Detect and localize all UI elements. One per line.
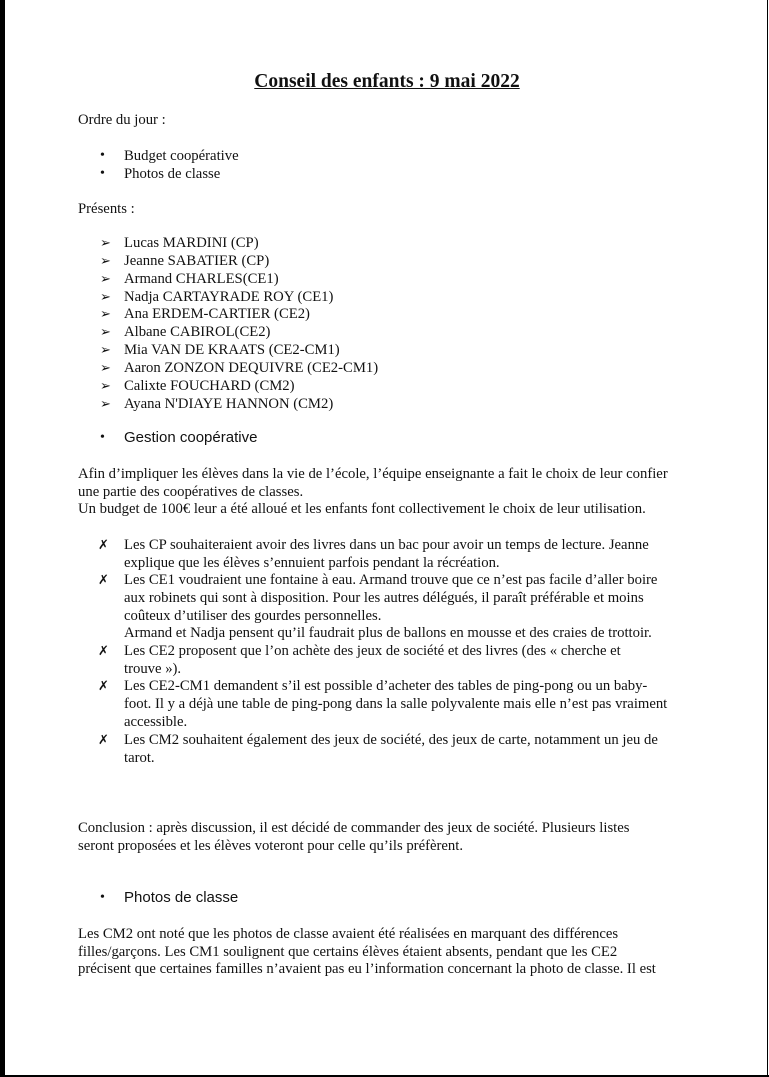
request-line: accessible. xyxy=(124,713,188,730)
cross-bullet-icon: ✗ xyxy=(98,679,109,694)
request-item-cp xyxy=(124,537,649,573)
section-heading-photos: Photos de classe xyxy=(124,889,239,906)
agenda-item: Photos de classe xyxy=(124,166,221,182)
arrow-bullet-icon: ➢ xyxy=(100,289,111,304)
request-line: coûteux d’utiliser des gourdes personnelles. xyxy=(124,607,382,624)
page-left-edge xyxy=(0,0,5,1077)
present-item: Aaron ZONZON DEQUIVRE (CE2-CM1) xyxy=(124,360,379,376)
request-line: aux robinets qui sont à disposition. Pour les autres délégués, il paraît préférable et moins xyxy=(124,589,644,606)
cross-bullet-icon: ✗ xyxy=(98,644,109,659)
arrow-bullet-icon: ➢ xyxy=(100,324,111,339)
arrow-bullet-icon: ➢ xyxy=(100,360,111,375)
request-line: foot. Il y a déjà une table de ping-pong dans la salle polyvalente mais elle n’est pas vraiment xyxy=(124,695,668,712)
present-item: Albane CABIROL(CE2) xyxy=(124,324,271,340)
paragraph-line: Un budget de 100€ leur a été alloué et les enfants font collectivement le choix de leur utilisation. xyxy=(78,501,646,518)
present-item: Armand CHARLES(CE1) xyxy=(124,271,279,287)
request-line: tarot. xyxy=(124,749,155,766)
request-item-cm2 xyxy=(124,732,658,768)
agenda-label: Ordre du jour : xyxy=(78,112,166,128)
present-item: Ana ERDEM-CARTIER (CE2) xyxy=(124,306,310,322)
arrow-bullet-icon: ➢ xyxy=(100,378,111,393)
request-line: Armand et Nadja pensent qu’il faudrait plus de ballons en mousse et des craies de trottoir. xyxy=(124,625,652,642)
cross-bullet-icon: ✗ xyxy=(98,538,109,553)
arrow-bullet-icon: ➢ xyxy=(100,253,111,268)
arrow-bullet-icon: ➢ xyxy=(100,396,111,411)
request-line: Les CE1 voudraient une fontaine à eau. Armand trouve que ce n’est pas facile d’aller boire xyxy=(124,572,658,588)
present-item: Calixte FOUCHARD (CM2) xyxy=(124,378,295,394)
request-item-ce2 xyxy=(124,643,621,679)
present-item: Jeanne SABATIER (CP) xyxy=(124,253,270,269)
photos-paragraph xyxy=(78,926,656,979)
paragraph-line: seront proposées et les élèves voteront pour celle qu’ils préfèrent. xyxy=(78,837,464,854)
request-item-ce1 xyxy=(124,572,657,643)
paragraph-line: Afin d’impliquer les élèves dans la vie de l’école, l’équipe enseignante a fait le choix de leur confier xyxy=(78,466,668,482)
paragraph-line: Les CM2 ont noté que les photos de classe avaient été réalisées en marquant des différences xyxy=(78,926,619,942)
present-item: Lucas MARDINI (CP) xyxy=(124,235,259,251)
bullet-icon: • xyxy=(100,430,105,445)
present-label: Présents : xyxy=(78,201,135,217)
paragraph-line: une partie des coopératives de classes. xyxy=(78,483,304,500)
arrow-bullet-icon: ➢ xyxy=(100,271,111,286)
agenda-item: Budget coopérative xyxy=(124,148,239,164)
request-line: Les CM2 souhaitent également des jeux de société, des jeux de carte, notamment un jeu de xyxy=(124,732,658,748)
present-item: Mia VAN DE KRAATS (CE2-CM1) xyxy=(124,342,340,358)
intro-paragraph xyxy=(78,466,668,519)
conclusion-paragraph xyxy=(78,820,629,855)
request-line: Les CE2 proposent que l’on achète des jeux de société et des livres (des « cherche et xyxy=(124,643,621,659)
request-line: Les CP souhaiteraient avoir des livres dans un bac pour avoir un temps de lecture. Jeanne xyxy=(124,537,649,553)
request-line: trouve »). xyxy=(124,660,182,677)
bullet-icon: • xyxy=(100,148,105,163)
section-heading-gestion: Gestion coopérative xyxy=(124,429,258,446)
paragraph-line: précisent que certaines familles n’avaient pas eu l’information concernant la photo de classe. Il est xyxy=(78,961,656,978)
arrow-bullet-icon: ➢ xyxy=(100,342,111,357)
bullet-icon: • xyxy=(100,166,105,181)
document-title: Conseil des enfants : 9 mai 2022 xyxy=(254,71,520,92)
request-line: Les CE2-CM1 demandent s’il est possible d’acheter des tables de ping-pong ou un baby- xyxy=(124,678,648,694)
arrow-bullet-icon: ➢ xyxy=(100,306,111,321)
request-line: explique que les élèves s’ennuient parfois pendant la récréation. xyxy=(124,554,500,571)
paragraph-line: Conclusion : après discussion, il est décidé de commander des jeux de société. Plusieurs listes xyxy=(78,820,630,836)
present-item: Nadja CARTAYRADE ROY (CE1) xyxy=(124,289,334,305)
arrow-bullet-icon: ➢ xyxy=(100,235,111,250)
bullet-icon: • xyxy=(100,890,105,905)
page-right-edge xyxy=(767,0,768,1077)
cross-bullet-icon: ✗ xyxy=(98,573,109,588)
request-item-ce2-cm1 xyxy=(124,678,667,731)
cross-bullet-icon: ✗ xyxy=(98,733,109,748)
paragraph-line: filles/garçons. Les CM1 soulignent que certains élèves étaient absents, pendant que les CE2 xyxy=(78,943,618,960)
present-item: Ayana N'DIAYE HANNON (CM2) xyxy=(124,396,334,412)
